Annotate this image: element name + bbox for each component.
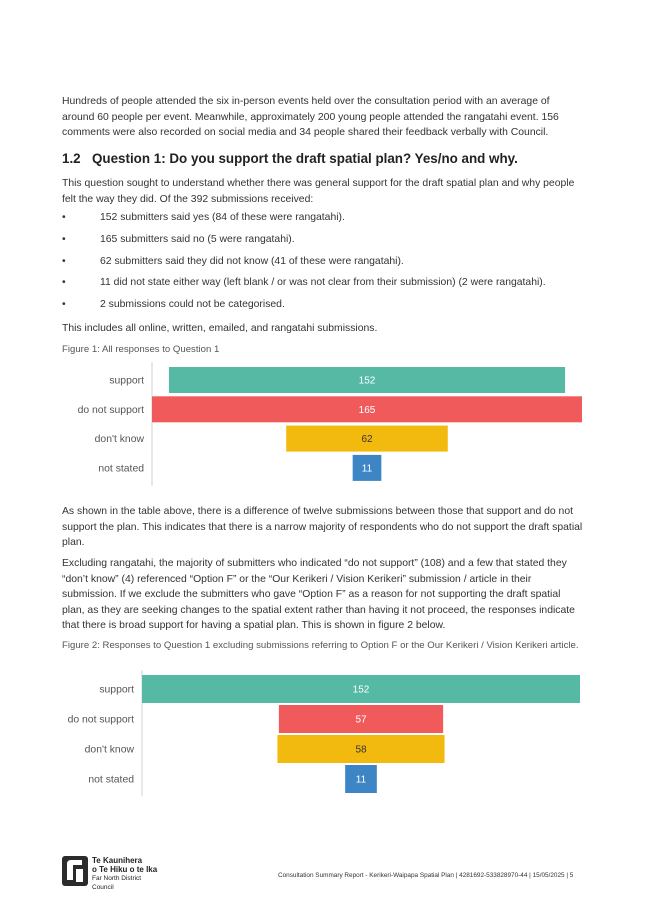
figure-1-caption: Figure 1: All responses to Question 1	[62, 344, 220, 355]
after-figure-1-paragraph: As shown in the table above, there is a difference of twelve submissions between those that support and do not support the plan. This indicates that there is a narrow majority of respondents who do not support the draft spatial plan.	[62, 506, 583, 549]
bullet-text: 152 submitters said yes (84 of these were rangatahi).	[100, 212, 345, 223]
category-label: not stated	[98, 463, 144, 475]
category-label: don't know	[94, 434, 144, 446]
excluding-paragraph: Excluding rangatahi, the majority of submitters who indicated “do not support” (108) and a few that stated they “don’t know” (4) referenced “Option F” or the “Our Kerikeri / Vision Kerikeri” submission / article in their submission. If we exclude the submitters who gave “Option F” as a reason for not supporting the draft spatial plan, as they are seeking changes to the spatial extent rather than having it not proceed, the responses indicate that there is broad support for having a spatial plan. This is shown in figure 2 below.	[62, 558, 575, 632]
category-label: support	[109, 375, 144, 387]
intro-paragraph: Hundreds of people attended the six in-person events held over the consultation period with an average of around 60 people per event. Meanwhile, approximately 200 young people attended the rangatahi event. 156 comments were also recorded on social media and 34 people shared their feedback verbally with Council.	[62, 96, 559, 139]
figure-2-chart	[0, 670, 645, 796]
section-number: 1.2	[62, 151, 81, 166]
bar-value-label: 11	[355, 774, 367, 786]
list-item	[62, 232, 602, 254]
bullet-text: 62 submitters said they did not know (41 of these were rangatahi).	[100, 255, 404, 267]
bar-value-label: 165	[358, 404, 376, 416]
figure-1-chart	[0, 362, 645, 486]
list-item	[62, 254, 602, 276]
bar-value-label: 62	[361, 434, 373, 446]
bullet-icon: •	[62, 233, 66, 245]
bullet-text: 2 submissions could not be categorised.	[100, 299, 285, 311]
category-label: do not support	[77, 404, 144, 416]
council-logo-text	[92, 856, 162, 892]
category-label: support	[99, 684, 134, 696]
submission-bullet-list	[62, 210, 602, 319]
logo-line-1: Te Kaunihera	[92, 856, 143, 865]
page-footer: Consultation Summary Report - Kerikeri-Waipapa Spatial Plan | 4281692-533828970-44 | 15/05/2025 | 5	[278, 872, 574, 879]
list-item	[62, 210, 602, 232]
question-intro-paragraph: This question sought to understand whether there was general support for the draft spatial plan and why people felt the way they did. Of the 392 submissions received:	[62, 178, 575, 205]
list-item	[62, 275, 602, 297]
category-label: don't know	[84, 744, 134, 756]
logo-line-2: o Te Hiku o te Ika	[92, 865, 158, 874]
bullet-icon: •	[62, 299, 66, 311]
category-label: do not support	[67, 714, 134, 726]
category-label: not stated	[88, 774, 134, 786]
section-title: Question 1: Do you support the draft spatial plan? Yes/no and why.	[92, 151, 518, 166]
bar-value-label: 57	[355, 714, 367, 726]
bullet-icon: •	[62, 255, 66, 267]
bullet-text: 165 submitters said no (5 were rangatahi).	[100, 233, 295, 245]
figure-2-caption: Figure 2: Responses to Question 1 excluding submissions referring to Option F or the Our Kerikeri / Vision Kerikeri article.	[62, 640, 579, 651]
bullet-icon: •	[62, 212, 66, 223]
bar-value-label: 152	[358, 375, 376, 387]
council-logo	[62, 856, 162, 892]
bar-chart-svg	[0, 362, 645, 486]
includes-paragraph: This includes all online, written, emailed, and rangatahi submissions.	[62, 323, 378, 334]
section-heading	[62, 151, 602, 166]
logo-line-3: Far North District Council	[92, 875, 142, 891]
council-logo-icon	[62, 856, 88, 886]
bullet-icon: •	[62, 277, 66, 289]
bar-value-label: 11	[361, 463, 373, 475]
bar-value-label: 58	[355, 744, 367, 756]
list-item	[62, 297, 602, 319]
bullet-text: 11 did not state either way (left blank / or was not clear from their submission) (2 were rangatahi).	[100, 277, 546, 289]
bar-value-label: 152	[352, 684, 370, 696]
bar-chart-svg	[0, 670, 645, 796]
